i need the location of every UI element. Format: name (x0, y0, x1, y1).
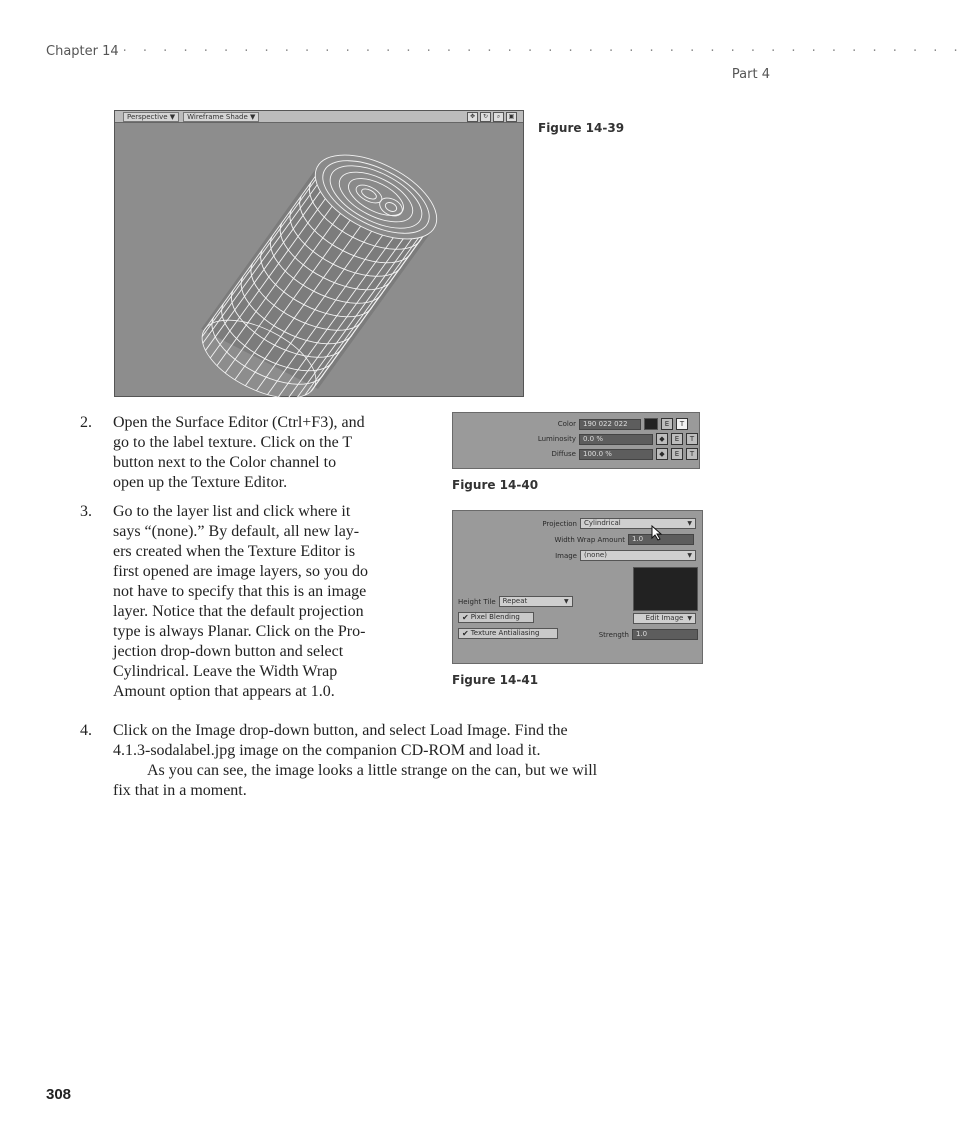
strength-field[interactable]: 1.0 (632, 629, 698, 640)
step-body (113, 502, 368, 702)
width-wrap-row (523, 534, 694, 545)
pixel-blending-row (458, 612, 534, 623)
shade-mode-dropdown[interactable]: Wireframe Shade ▼ (183, 112, 259, 122)
step-line: jection drop-down button and select (113, 643, 344, 660)
color-envelope-button[interactable]: E (661, 418, 673, 430)
mouse-cursor-icon (651, 525, 665, 541)
width-wrap-field[interactable]: 1.0 (628, 534, 694, 545)
chapter-label: Chapter 14 (46, 44, 119, 59)
step-line: go to the label texture. Click on the T (113, 434, 353, 451)
step-number: 2. (80, 414, 92, 431)
step-line: not have to specify that this is an image (113, 583, 367, 600)
soda-can-wireframe (115, 123, 523, 396)
step-line: 4.1.3-sodalabel.jpg image on the companion CD-ROM and load it. (113, 742, 541, 759)
image-row (523, 550, 696, 561)
color-label: Color (557, 420, 576, 428)
height-tile-label: Height Tile (458, 597, 496, 606)
luminosity-slider-icon[interactable]: ◆ (656, 433, 668, 445)
color-texture-button[interactable]: T (676, 418, 688, 430)
texture-antialiasing-row (458, 628, 558, 639)
diffuse-value-field[interactable]: 100.0 % (579, 449, 653, 460)
luminosity-texture-button[interactable]: T (686, 433, 698, 445)
image-preview (633, 567, 698, 611)
figure-14-41-caption: Figure 14-41 (452, 673, 539, 687)
maximize-icon[interactable]: ▣ (506, 112, 517, 122)
step-line: ers created when the Texture Editor is (113, 543, 356, 560)
color-swatch[interactable] (644, 418, 658, 430)
step-line: Go to the layer list and click where it (113, 503, 351, 520)
step-paragraph-line: As you can see, the image looks a little strange on the can, but we will (147, 762, 598, 779)
figure-14-41-texture-editor-panel (452, 510, 703, 664)
part-label: Part 4 (731, 67, 770, 82)
image-dropdown[interactable]: (none) ▼ (580, 550, 696, 561)
diffuse-row (513, 448, 698, 460)
running-header (46, 44, 964, 59)
luminosity-row (513, 433, 698, 445)
step-line: Click on the Image drop-down button, and select Load Image. Find the (113, 722, 568, 739)
diffuse-label: Diffuse (551, 450, 576, 458)
color-value-field[interactable]: 190 022 022 (579, 419, 641, 430)
page-number: 308 (46, 1086, 72, 1103)
step-line: Open the Surface Editor (Ctrl+F3), and (113, 414, 365, 431)
step-line: open up the Texture Editor. (113, 474, 288, 491)
strength-row (591, 629, 698, 640)
diffuse-texture-button[interactable]: T (686, 448, 698, 460)
step-body (113, 413, 365, 493)
step-paragraph-line: fix that in a moment. (113, 782, 247, 799)
step-number: 4. (80, 722, 92, 739)
projection-label: Projection (542, 519, 577, 528)
edit-image-button[interactable]: Edit Image ▼ (633, 613, 696, 624)
luminosity-envelope-button[interactable]: E (671, 433, 683, 445)
step-body (113, 721, 597, 801)
viewport-toolbar (115, 111, 523, 123)
projection-dropdown[interactable]: Cylindrical ▼ (580, 518, 696, 529)
color-row (513, 418, 688, 430)
figure-14-40-caption: Figure 14-40 (452, 478, 539, 492)
figure-14-39-caption: Figure 14-39 (538, 121, 625, 135)
figure-14-40-surface-panel (452, 412, 700, 469)
step-line: layer. Notice that the default projection (113, 603, 364, 620)
header-leader-dots: · · · · · · · · · · · · · · · · · · · · · · · · · · · · · · · · · · · · · · · · · · (122, 44, 964, 59)
step-line: Amount option that appears at 1.0. (113, 683, 335, 700)
rotate-icon[interactable]: ↻ (480, 112, 491, 122)
checkmark-icon: ✔ (462, 629, 469, 638)
move-icon[interactable]: ✥ (467, 112, 478, 122)
figure-14-39-viewport (114, 110, 524, 397)
step-line: type is always Planar. Click on the Pro- (113, 623, 366, 640)
step-line: Cylindrical. Leave the Width Wrap (113, 663, 338, 680)
projection-row (523, 518, 696, 529)
luminosity-value-field[interactable]: 0.0 % (579, 434, 653, 445)
diffuse-envelope-button[interactable]: E (671, 448, 683, 460)
strength-label: Strength (598, 630, 629, 639)
view-mode-dropdown[interactable]: Perspective ▼ (123, 112, 179, 122)
zoom-icon[interactable]: ⌕ (493, 112, 504, 122)
step-line: button next to the Color channel to (113, 454, 337, 471)
height-tile-dropdown[interactable]: Repeat ▼ (499, 596, 573, 607)
texture-antialiasing-checkbox[interactable]: ✔ Texture Antialiasing (458, 628, 558, 639)
diffuse-slider-icon[interactable]: ◆ (656, 448, 668, 460)
checkmark-icon: ✔ (462, 613, 469, 622)
pixel-blending-checkbox[interactable]: ✔ Pixel Blending (458, 612, 534, 623)
step-number: 3. (80, 503, 92, 520)
luminosity-label: Luminosity (537, 435, 576, 443)
width-wrap-label: Width Wrap Amount (554, 535, 625, 544)
height-tile-row (458, 596, 573, 607)
image-label: Image (555, 551, 577, 560)
step-line: first opened are image layers, so you do (113, 563, 369, 580)
step-line: says “(none).” By default, all new lay- (113, 523, 360, 540)
